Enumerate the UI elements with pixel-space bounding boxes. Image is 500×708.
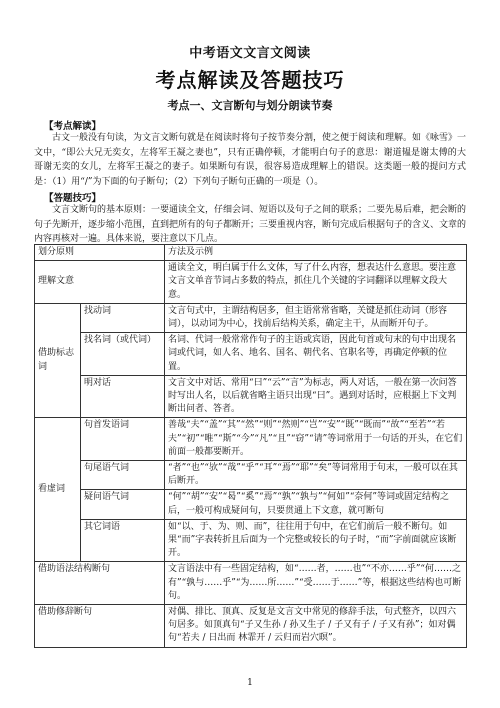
- header-principle: 划分原则: [35, 245, 165, 261]
- row-label: 理解文意: [35, 261, 165, 304]
- table-row: [35, 261, 467, 304]
- analysis-paragraph: 古文一般没有句读，为文言文断句就是在阅读时将句子按节奏分割，使之便于阅读和理解。如《咏雪》一文中，“即公大兄无奕女，左将军王凝之妻也”，只有正确停顿，才能明白句子的意思：谢道韫是谢太傅的大哥谢无奕的女儿，左将军王凝之的妻子。如果断句有误，很容易造成理解上的错误。这类题一般的提问方式是：（1）用“/”为下面的句子断句；（2）下列句子断句正确的一项是（）。: [34, 133, 467, 187]
- table-row: [35, 333, 467, 376]
- table-row: [35, 562, 467, 605]
- tips-paragraph: 文言文断句的基本原则：一要通读全文，仔细会词、短语以及句子之间的联系；二要先易后难，把会断的句子先断开，逐步缩小范围，直到把所有的句子都断开；三要重视内容，断句完成后根据句子的含义、文章的内容再核对一遍。具体来说，要注意以下几点。: [34, 205, 467, 244]
- row-text: 如“以、于、为、则、而”，往往用于句中，在它们前后一般不断句。如果“而”字表转折且后面为一个完整或较长的句子时，“而”字前面就应该断开。: [165, 519, 467, 562]
- row-label: 疑问语气词: [81, 490, 165, 519]
- page-number: 1: [247, 678, 253, 688]
- row-text: “者”“也”“欤”“哉”“乎”“耳”“焉”“耶”“矣”等词常用于句末，一般可以在其后断开。: [165, 461, 467, 490]
- row-text: 文言语法中有一些固定结构，如“……者，……也”“不亦……乎”“何……之有”“孰与……乎”“为……所……”“受……于……”等，根据这些结构也可断句。: [165, 562, 467, 605]
- row-label: 句尾语气词: [81, 461, 165, 490]
- table-header-row: [35, 245, 467, 261]
- main-title: 考点解读及答题技巧: [155, 68, 345, 92]
- method-table: [34, 244, 467, 648]
- row-label: 借助语法结构断句: [35, 562, 165, 605]
- table-row: [35, 605, 467, 648]
- group-label-markers: 借助标志词: [35, 303, 81, 418]
- row-label: 借助修辞断句: [35, 605, 165, 648]
- table-row: [35, 303, 467, 332]
- row-text: 善哉“夫”“盖”“其”“然”“则”“然则”“岂”“安”“既”“既而”“故”“至若”“若夫”“初”“唯”“斯”“今”“凡”“且”“窃”“请”等词常用于一句话的开头，在它们前面一般都要断开。: [165, 418, 467, 461]
- table-row: [35, 418, 467, 461]
- section-subtitle: 考点一、文言断句与划分朗读节奏: [167, 99, 333, 112]
- table-row: [35, 490, 467, 519]
- row-label: 找动词: [81, 303, 165, 332]
- table-row: [35, 461, 467, 490]
- row-text: 文言文中对话、常用“曰”“云”“言”为标志，两人对话，一般在第一次问答时写出人名，以后就省略主语只出现“曰”。遇到对话时，应根据上下文判断出问者、答者。: [165, 375, 467, 418]
- row-label: 明对话: [81, 375, 165, 418]
- table-row: [35, 519, 467, 562]
- row-label: 其它词语: [81, 519, 165, 562]
- section-heading-tips: 【答题技巧】: [44, 193, 102, 204]
- row-text: “何”“胡”“安”“曷”“奚”“焉”“孰”“孰与”“何如”“奈何”等词或固定结构之后，一般可构成疑问句，只要贯通上下文意，就可断句: [165, 490, 467, 519]
- header-method: 方法及示例: [165, 245, 467, 261]
- table-row: [35, 375, 467, 418]
- document-title: 中考语文文言文阅读: [189, 46, 311, 61]
- row-text: 对偶、排比、顶真、反复是文言文中常见的修辞手法，句式整齐，以四六句居多。如顶真句“子又生孙 / 孙又生子 / 子又有子 / 子又有孙”；如对偶句“若夫 / 日出而 林霏开 / 云归而岩穴暝”。: [165, 605, 467, 648]
- row-text: 名词、代词一般常常作句子的主语或宾语，因此句首或句末的句中出现名词或代词，如人名、地名、国名、朝代名、官职名等，再确定停顿的位置。: [165, 333, 467, 376]
- row-text: 文言句式中，主谓结构居多，但主语常常省略，关键是抓住动词（形容词），以动词为中心，找前后结构关系，确定主干，从而断开句子。: [165, 303, 467, 332]
- group-label-function-words: 看虚词: [35, 418, 81, 562]
- row-label: 句首发语词: [81, 418, 165, 461]
- row-label: 找名词（或代词）: [81, 333, 165, 376]
- row-text: 通读全文，明白属于什么文体，写了什么内容，想表达什么意思。要注意文言文单音节词占多数的特点，抓住几个关键的字词翻译以理解文段大意。: [165, 261, 467, 304]
- section-heading-analysis: 【考点解读】: [44, 121, 102, 132]
